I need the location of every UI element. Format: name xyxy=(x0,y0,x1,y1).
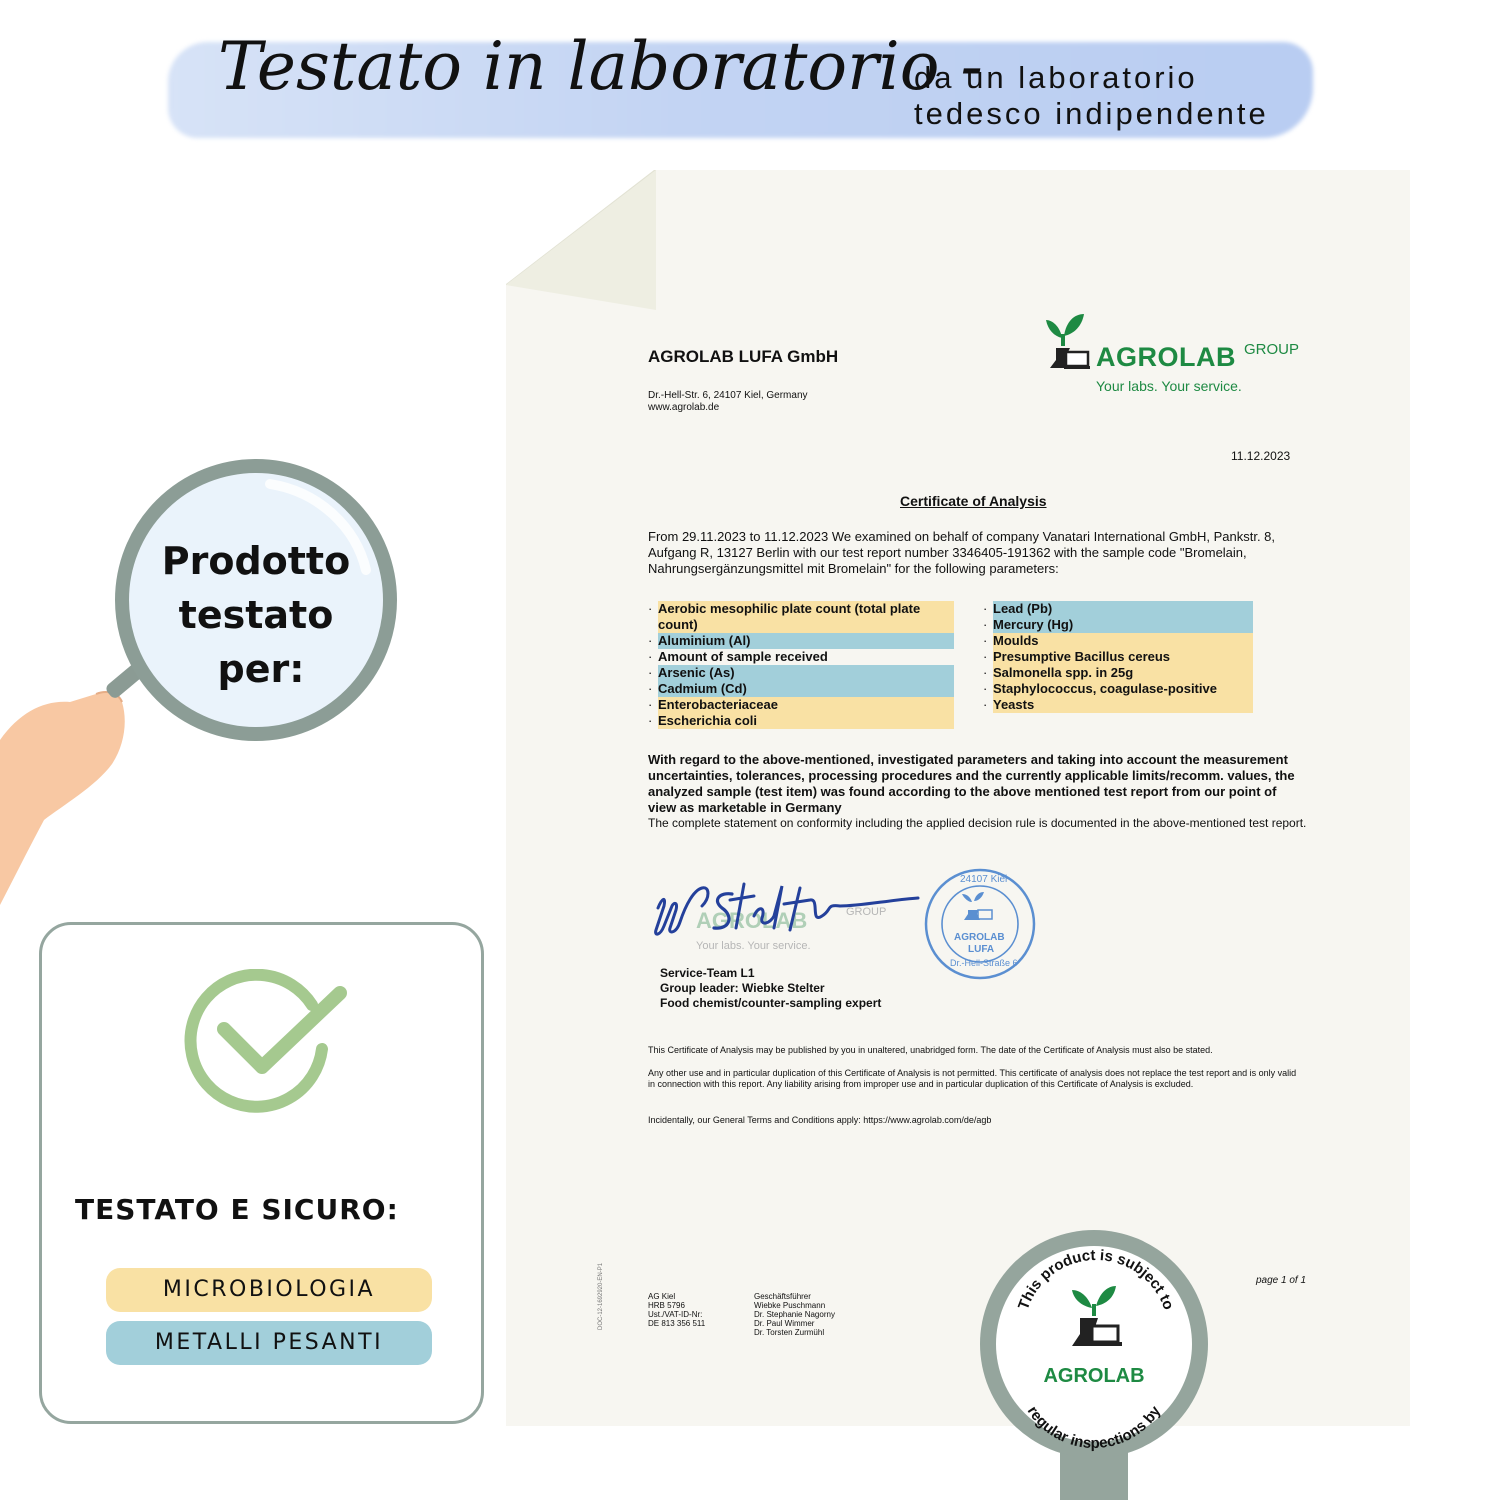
magnifier-line2: testato xyxy=(178,593,334,637)
stamp-name: AGROLAB xyxy=(954,932,1005,943)
conformity-statement: The complete statement on conformity including the applied decision rule is documented in the above-mentioned test report. xyxy=(648,816,1307,830)
footer-line: AG Kiel xyxy=(648,1292,676,1301)
parameter-item xyxy=(648,665,954,681)
parameter-item xyxy=(648,681,954,697)
pill-microbiology: MICROBIOLOGIA xyxy=(106,1268,432,1312)
parameter-item xyxy=(648,697,954,713)
badge-brand: AGROLAB xyxy=(1043,1365,1145,1387)
logo-wordmark: AGROLAB xyxy=(1096,342,1236,372)
header-title: Testato in laboratorio - xyxy=(218,28,983,105)
parameter-label: Cadmium (Cd) xyxy=(658,681,954,697)
document-code: DOC-12-1692920-EN-P1 xyxy=(598,1262,604,1330)
lab-website: www.agrolab.de xyxy=(648,402,720,413)
hand-icon xyxy=(0,692,125,905)
header-subtitle-line2: tedesco indipendente xyxy=(914,96,1269,131)
bullet-icon: · xyxy=(983,697,988,712)
footer-managers xyxy=(754,1292,835,1337)
parameter-item xyxy=(983,633,1253,649)
parameter-label: Staphylococcus, coagulase-positive xyxy=(993,681,1253,697)
footer-line: Wiebke Puschmann xyxy=(754,1301,826,1310)
conclusion-statement: With regard to the above-mentioned, investigated parameters and taking into account the measurement uncertainties, tolerances, processing procedures and the currently applicable limits/recomm. values, the analyzed sample (test item) was found according to the above mentioned test report from our point of view as marketable in Germany xyxy=(648,752,1295,815)
pill-heavy-metals: METALLI PESANTI xyxy=(106,1321,432,1365)
bullet-icon: · xyxy=(648,633,653,648)
lab-address-street: Dr.-Hell-Str. 6, 24107 Kiel, Germany xyxy=(648,390,808,401)
parameter-label: Aluminium (Al) xyxy=(658,633,954,649)
parameter-label: Mercury (Hg) xyxy=(993,617,1253,633)
footer-line: DE 813 356 511 xyxy=(648,1319,706,1328)
parameter-label: Arsenic (As) xyxy=(658,665,954,681)
parameter-item xyxy=(648,601,954,633)
parameter-item xyxy=(983,681,1253,697)
lab-company-name: AGROLAB LUFA GmbH xyxy=(648,347,839,366)
footer-line: Ust./VAT-ID-Nr: xyxy=(648,1310,703,1319)
parameter-label: Yeasts xyxy=(993,697,1253,713)
badge-bottom-text: regular inspections by xyxy=(1023,1403,1165,1453)
faded-logo-wordmark: AGROLAB xyxy=(696,908,808,933)
parameter-list-right xyxy=(983,601,1253,713)
bullet-icon: · xyxy=(983,617,988,632)
signer-role: Food chemist/counter-sampling expert xyxy=(660,996,882,1010)
footer-registration xyxy=(648,1292,705,1328)
bullet-icon: · xyxy=(648,649,653,664)
stamp-bottom-text: Dr.-Hell-Straße 6 xyxy=(950,958,1018,968)
bullet-icon: · xyxy=(983,681,988,696)
parameter-item xyxy=(648,633,954,649)
parameter-item xyxy=(983,697,1253,713)
signature-icon xyxy=(650,876,930,946)
parameter-label: Escherichia coli xyxy=(658,713,954,729)
lab-address xyxy=(648,390,808,414)
parameter-label: Salmonella spp. in 25g xyxy=(993,665,1253,681)
parameter-item xyxy=(648,713,954,729)
fine-print-publish: This Certificate of Analysis may be published by you in unaltered, unabridged form. The date of the Certificate of Analysis must also be stated. xyxy=(648,1045,1213,1055)
parameter-item xyxy=(983,665,1253,681)
page-number: page 1 of 1 xyxy=(1256,1275,1307,1286)
plant-flask-icon xyxy=(1044,308,1094,370)
bullet-icon: · xyxy=(648,697,653,712)
signer-name: Group leader: Wiebke Stelter xyxy=(660,981,825,995)
magnifier-label xyxy=(136,534,376,696)
badge-content xyxy=(968,1220,1220,1500)
footer-line: Dr. Stephanie Nagorny xyxy=(754,1310,835,1319)
parameter-item xyxy=(648,649,954,665)
check-circle-icon xyxy=(182,969,352,1119)
parameter-label: Presumptive Bacillus cereus xyxy=(993,649,1253,665)
signer-team: Service-Team L1 xyxy=(660,966,755,980)
parameter-label: Amount of sample received xyxy=(658,649,828,664)
faded-logo-tagline: Your labs. Your service. xyxy=(696,940,811,952)
card-title: TESTATO E SICURO: xyxy=(75,1193,399,1226)
parameter-label: Aerobic mesophilic plate count (total plate count) xyxy=(658,601,954,633)
tested-safe-card xyxy=(39,922,484,1424)
badge-top-text: This product is subject to xyxy=(1014,1246,1178,1313)
bullet-icon: · xyxy=(983,649,988,664)
fine-print-duplication: Any other use and in particular duplication of this Certificate of Analysis is not permitted. This certificate of analysis does not replace the test report and is only valid in connection with this report. Any liability arising from improper use and in particular duplication of this Certificate of Analysis is excluded. xyxy=(648,1068,1297,1089)
agrolab-logo xyxy=(1044,308,1314,398)
parameter-item xyxy=(983,617,1253,633)
parameter-label: Moulds xyxy=(993,633,1253,649)
logo-tagline: Your labs. Your service. xyxy=(1096,378,1242,394)
badge-plant-flask-icon xyxy=(1072,1286,1122,1346)
footer-line: Dr. Torsten Zurmühl xyxy=(754,1328,825,1337)
footer-line: Dr. Paul Wimmer xyxy=(754,1319,815,1328)
header-subtitle-line1: da un laboratorio xyxy=(914,60,1198,95)
logo-group-label: GROUP xyxy=(1244,341,1300,358)
faded-logo-group: GROUP xyxy=(846,906,887,918)
bullet-icon: · xyxy=(983,665,988,680)
signature-area xyxy=(650,870,1050,970)
fine-print-terms: Incidentally, our General Terms and Conditions apply: https://www.agrolab.com/de/agb xyxy=(648,1115,992,1125)
bullet-icon: · xyxy=(983,601,988,616)
bullet-icon: · xyxy=(648,601,653,616)
magnifier-line1: Prodotto xyxy=(161,539,351,583)
stamp-top-text: 24107 Kiel xyxy=(960,874,1008,885)
parameter-item xyxy=(983,649,1253,665)
bullet-icon: · xyxy=(983,633,988,648)
signer-block xyxy=(660,966,881,1011)
bullet-icon: · xyxy=(648,681,653,696)
page-fold-corner xyxy=(506,170,658,310)
parameter-item xyxy=(983,601,1253,617)
parameter-label: Lead (Pb) xyxy=(993,601,1253,617)
stamp-subname: LUFA xyxy=(968,944,995,955)
bullet-icon: · xyxy=(648,713,653,728)
certificate-intro: From 29.11.2023 to 11.12.2023 We examined on behalf of company Vanatari International GmbH, Pankstr. 8, Aufgang R, 13127 Berlin with our test report number 3346405-191362 with the sample code "Bromelain, Nahrungsergänzungsmittel mit Bromelain" for the following parameters: xyxy=(648,529,1276,576)
header-subtitle xyxy=(914,60,1269,132)
certificate-title: Certificate of Analysis xyxy=(900,493,1047,509)
footer-line: Geschäftsführer xyxy=(754,1292,811,1301)
parameter-list-left xyxy=(648,601,954,729)
magnifier-line3: per: xyxy=(217,647,305,691)
certificate-date: 11.12.2023 xyxy=(1231,449,1291,463)
footer-line: HRB 5796 xyxy=(648,1301,685,1310)
parameter-label: Enterobacteriaceae xyxy=(658,697,954,713)
bullet-icon: · xyxy=(648,665,653,680)
